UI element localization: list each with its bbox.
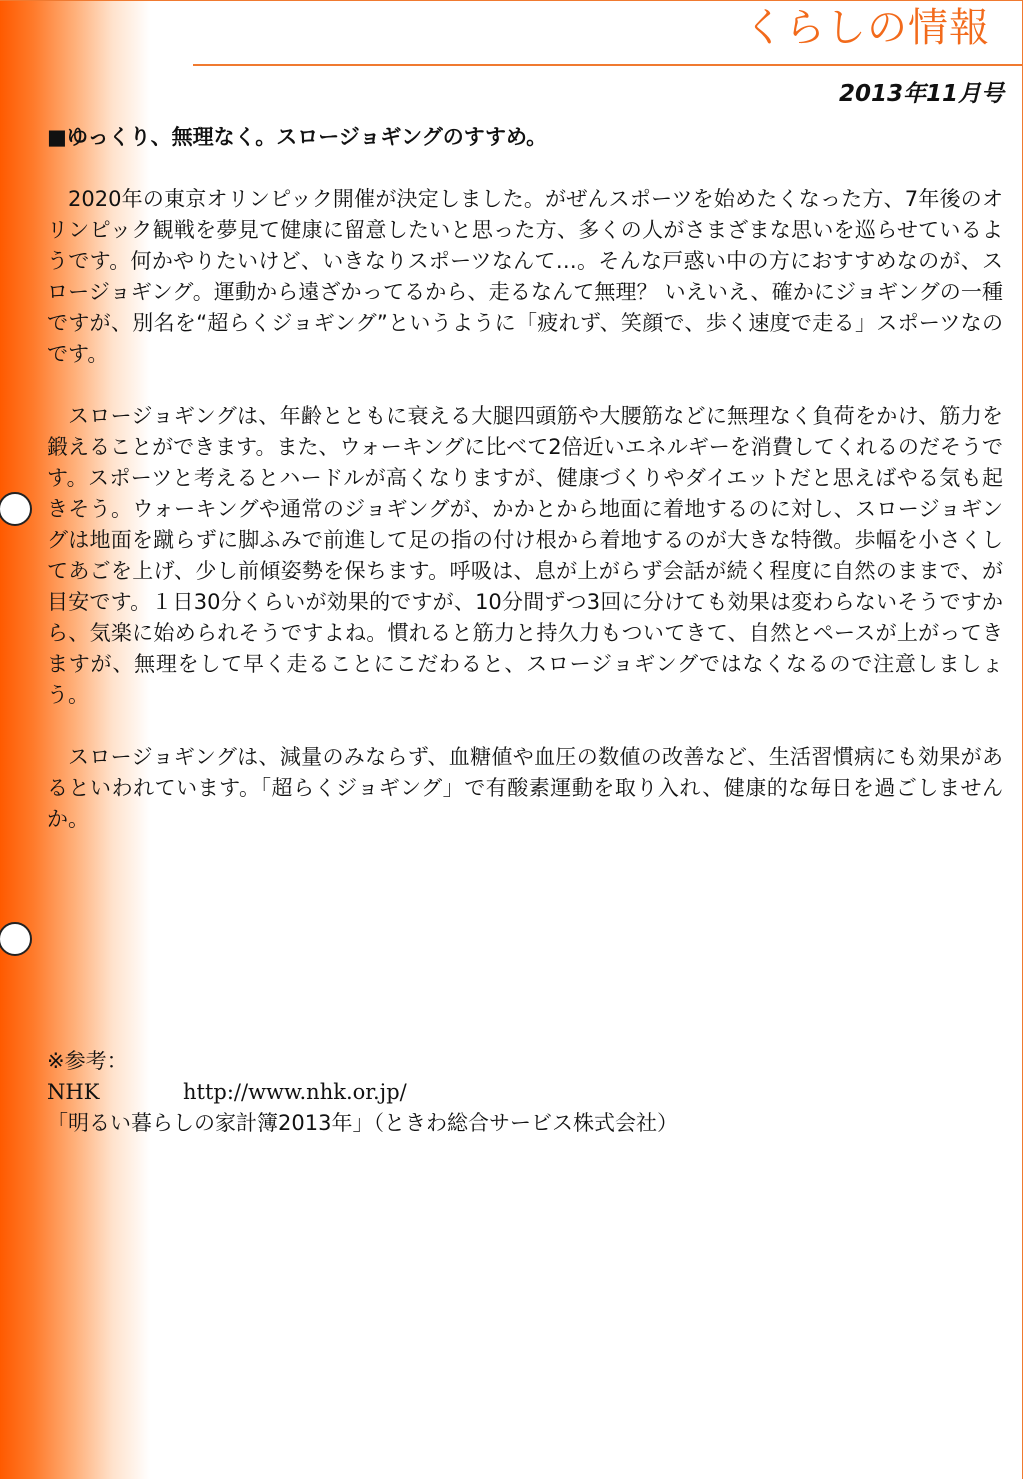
article-heading: ■ゆっくり、無理なく。スロージョギングのすすめ。 <box>47 125 548 149</box>
header-divider <box>193 64 1022 66</box>
references-label: ※参考： <box>47 1049 128 1073</box>
article-paragraph: スロージョギングは、減量のみならず、血糖値や血圧の数値の改善など、生活習慣病にも効果があるといわれています。「超らくジョギング」で有酸素運動を取り入れ、健康的な毎日を過ごしませんか。 <box>47 745 1003 831</box>
page-title: くらしの情報 <box>744 5 990 51</box>
article-body <box>47 122 1003 835</box>
article-paragraph: 2020年の東京オリンピック開催が決定しました。がぜんスポーツを始めたくなった方、7年後のオリンピック観戦を夢見て健康に留意したいと思った方、多くの人がさまざまな思いを巡らせているようです。何かやりたいけど、いきなりスポーツなんて…。そんな戸惑い中の方におすすめなのが、スロージョギング。運動から遠ざかってるから、走るなんて無理？ いえいえ、確かにジョギングの一種ですが、別名を“超らくジョギング”というように「疲れず、笑顔で、歩く速度で走る」スポーツなのです。 <box>47 187 1003 366</box>
top-frame-line <box>0 0 1022 1</box>
reference-source-name: NHK <box>47 1080 100 1104</box>
reference-book: 「明るい暮らしの家計簿2013年」（ときわ総合サービス株式会社） <box>47 1111 678 1135</box>
reference-source-link[interactable]: http://www.nhk.or.jp/ <box>183 1080 407 1104</box>
article-paragraph: スロージョギングは、年齢とともに衰える大腿四頭筋や大腰筋などに無理なく負荷をかけ、筋力を鍛えることができます。また、ウォーキングに比べて2倍近いエネルギーを消費してくれるのだそうです。スポーツと考えるとハードルが高くなりますが、健康づくりやダイエットだと思えばやる気も起きそう。ウォーキングや通常のジョギングが、かかとから地面に着地するのに対し、スロージョギングは地面を蹴らずに脚ふみで前進して足の指の付け根から着地するのが大きな特徴。歩幅を小さくしてあごを上げ、少し前傾姿勢を保ちます。呼吸は、息が上がらず会話が続く程度に自然のままで、が目安です。１日30分くらいが効果的ですが、10分間ずつ3回に分けても効果は変わらないそうですから、気楽に始められそうですよね。慣れると筋力と持久力もついてきて、自然とペースが上がってきますが、無理をして早く走ることにこだわると、スロージョギングではなくなるので注意しましょう。 <box>47 404 1003 707</box>
references-section <box>47 1046 987 1139</box>
right-frame-line <box>1022 0 1023 1479</box>
issue-date: 2013年11月号 <box>838 81 1004 107</box>
reference-source <box>47 1077 987 1108</box>
